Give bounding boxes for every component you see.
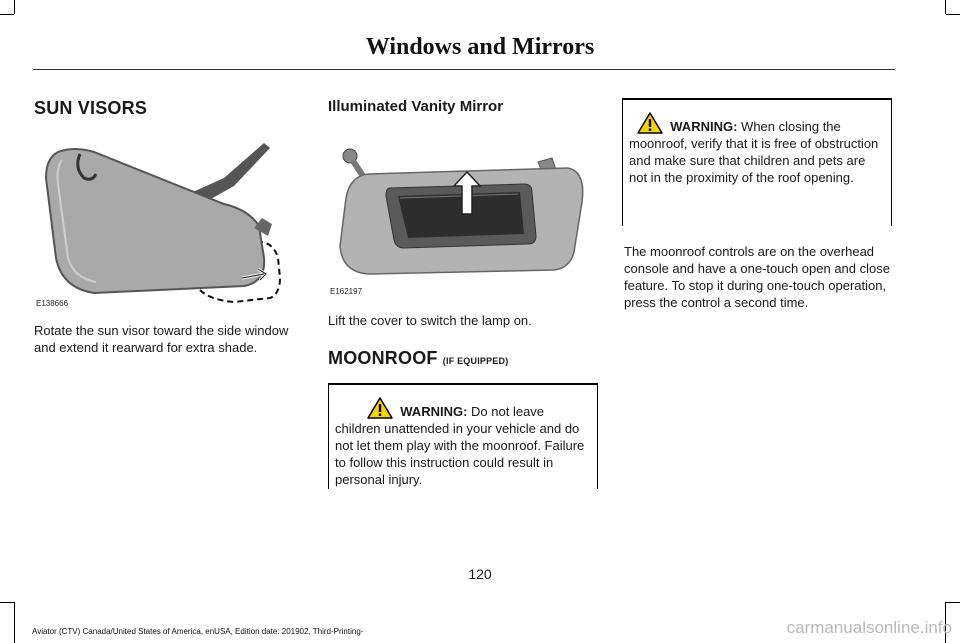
warning-text-block — [629, 112, 885, 186]
crop-mark-top-left-v — [14, 0, 15, 14]
warning-body: When closing the moonroof, verify that it is free of obstruction and make sure that children and pets are not in the proximity of the roof opening. — [629, 119, 879, 185]
page-title: Windows and Mirrors — [365, 34, 595, 60]
warning-text-block — [335, 397, 591, 488]
moonroof-controls-description: The moonroof controls are on the overhead console and have a one-touch open and close feature. To stop it during one-touch operation, press the control a second time. — [624, 244, 890, 310]
moonroof-closing-warning — [622, 98, 892, 226]
site-watermark: carmanualsonline.info — [786, 618, 952, 637]
warning-body: Do not leave children unattended in your vehicle and do not let them play with the moonroof. Failure to follow this instruction could result in personal injury. — [335, 404, 585, 487]
vanity-mirror-instruction: Lift the cover to switch the lamp on. — [328, 313, 532, 328]
sun-visors-heading: SUN VISORS — [34, 98, 148, 118]
vanity-mirror-illustration — [328, 142, 598, 292]
moonroof-child-warning — [328, 383, 598, 489]
moonroof-heading-text: MOONROOF — [328, 348, 438, 368]
figure-code-vanity-mirror: E162197 — [330, 287, 363, 296]
warning-label: WARNING: — [670, 119, 738, 134]
moonroof-heading — [328, 348, 508, 369]
page-number: 120 — [468, 566, 492, 582]
crop-mark-bottom-left-h — [0, 602, 14, 603]
vanity-mirror-heading: Illuminated Vanity Mirror — [328, 98, 504, 115]
warning-triangle-icon — [367, 397, 393, 419]
sun-visor-illustration — [34, 138, 304, 310]
warning-triangle-icon — [637, 112, 663, 134]
crop-mark-top-right-v — [945, 0, 946, 14]
crop-mark-bottom-left-v — [14, 602, 15, 643]
warning-label: WARNING: — [400, 404, 468, 419]
sun-visor-instruction: Rotate the sun visor toward the side window and extend it rearward for extra shade. — [34, 323, 289, 355]
figure-code-sun-visor: E138666 — [36, 299, 69, 308]
crop-mark-bottom-right-h — [946, 602, 960, 603]
moonroof-equipped-note: (IF EQUIPPED) — [442, 356, 509, 366]
edition-footer: Aviator (CTV) Canada/United States of America, enUSA, Edition date: 201902, Third-Printing- — [32, 627, 364, 636]
crop-mark-top-right-h — [946, 14, 960, 15]
crop-mark-top-left-h — [0, 14, 14, 15]
header-divider — [33, 69, 895, 70]
